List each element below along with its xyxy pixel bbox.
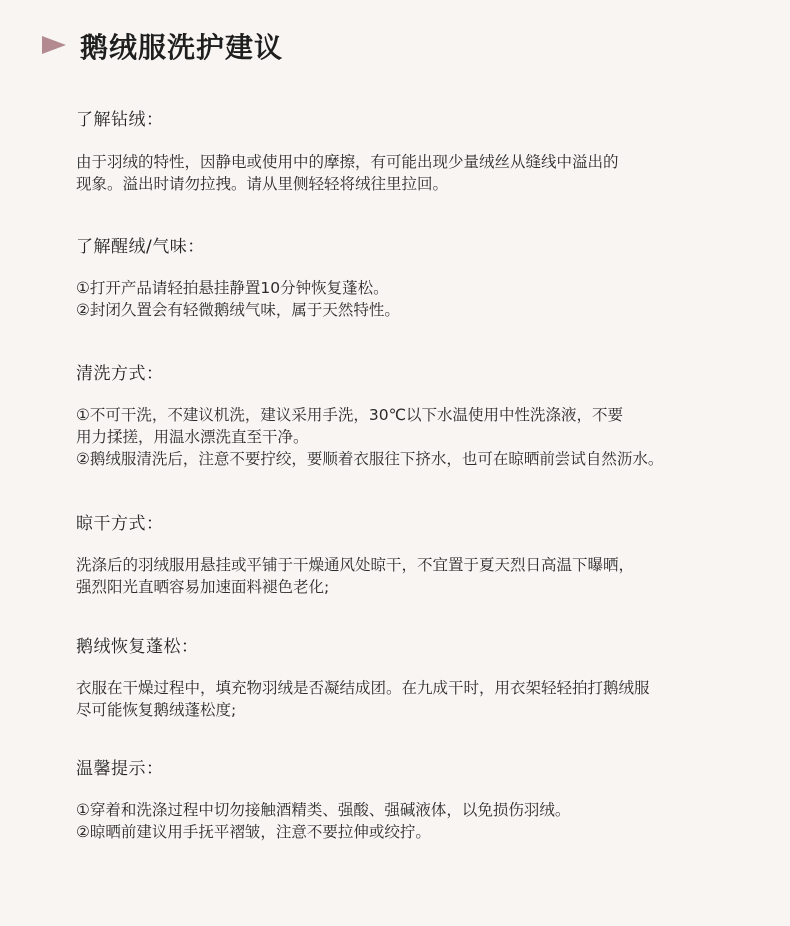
body-line: ①穿着和洗涤过程中切勿接触酒精类、强酸、强碱液体，以免损伤羽绒。 bbox=[76, 801, 571, 819]
body-line: ②封闭久置会有轻微鹅绒气味，属于天然特性。 bbox=[76, 301, 400, 319]
body-line: ②晾晒前建议用手抚平褶皱，注意不要拉伸或绞拧。 bbox=[76, 823, 431, 841]
section-fluff-recovery bbox=[76, 635, 776, 721]
body-line: 尽可能恢复鹅绒蓬松度; bbox=[76, 701, 237, 719]
body-line: ①打开产品请轻拍悬挂静置10分钟恢复蓬松。 bbox=[76, 279, 389, 297]
section-heading: 了解钻绒： bbox=[76, 110, 164, 130]
section-heading: 清洗方式： bbox=[76, 364, 164, 384]
section-heading: 鹅绒恢复蓬松： bbox=[76, 637, 199, 657]
section-tips bbox=[76, 757, 776, 843]
body-line: 由于羽绒的特性，因静电或使用中的摩擦，有可能出现少量绒丝从缝线中溢出的 bbox=[76, 153, 619, 171]
section-heading: 温馨提示： bbox=[76, 759, 164, 779]
section-heading: 晾干方式： bbox=[76, 514, 164, 534]
body-line: 衣服在干燥过程中，填充物羽绒是否凝结成团。在九成干时，用衣架轻轻拍打鹅绒服 bbox=[76, 679, 650, 697]
section-body bbox=[76, 404, 776, 470]
section-down-leakage bbox=[76, 108, 776, 195]
section-washing bbox=[76, 362, 776, 470]
page-title: 鹅绒服洗护建议 bbox=[80, 31, 284, 64]
header-marker-icon bbox=[42, 36, 66, 54]
page-header bbox=[42, 28, 283, 64]
section-down-odor bbox=[76, 235, 776, 321]
body-line: ②鹅绒服清洗后，注意不要拧绞，要顺着衣服往下挤水，也可在晾晒前尝试自然沥水。 bbox=[76, 450, 664, 468]
section-drying bbox=[76, 512, 776, 598]
section-heading: 了解醒绒/气味： bbox=[76, 237, 205, 257]
section-body bbox=[76, 799, 776, 843]
body-line: 现象。溢出时请勿拉拽。请从里侧轻轻将绒往里拉回。 bbox=[76, 175, 449, 193]
section-body bbox=[76, 554, 776, 598]
body-line: 强烈阳光直晒容易加速面料褪色老化; bbox=[76, 578, 330, 596]
section-body bbox=[76, 277, 776, 321]
body-line: ①不可干洗，不建议机洗，建议采用手洗，30℃以下水温使用中性洗涤液，不要 bbox=[76, 406, 624, 424]
section-body bbox=[76, 677, 776, 721]
body-line: 用力揉搓，用温水漂洗直至干净。 bbox=[76, 428, 309, 446]
body-line: 洗涤后的羽绒服用悬挂或平铺于干燥通风处晾干，不宜置于夏天烈日高温下曝晒， bbox=[76, 556, 635, 574]
section-body bbox=[76, 151, 776, 195]
